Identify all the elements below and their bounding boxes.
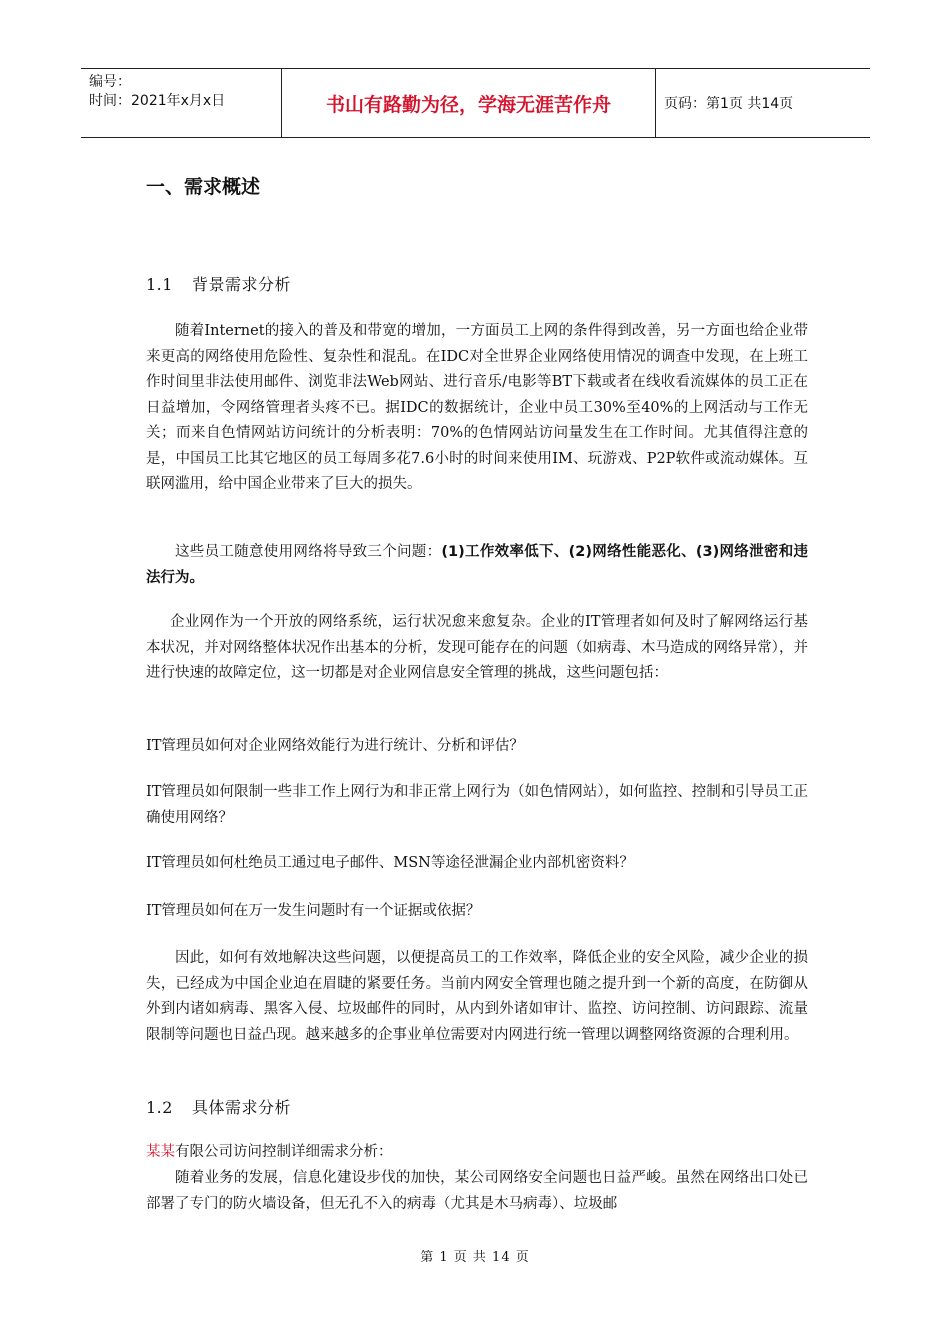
paragraph-enterprise-network: 企业网作为一个开放的网络系统，运行状况愈来愈复杂。企业的IT管理者如何及时了解网络运行基本状况，并对网络整体状况作出基本的分析，发现可能存在的问题（如病毒、木马造成的网络异常），并进行快速的故障定位，这一切都是对企业网信息安全管理的挑战，这些问题包括： [146, 614, 808, 681]
subheading-1-2 [146, 1095, 291, 1118]
paragraph-specific-needs: 随着业务的发展，信息化建设步伐的加快，某公司网络安全问题也日益严峻。虽然在网络出口处已部署了专门的防火墙设备，但无孔不入的病毒（尤其是木马病毒）、垃圾邮 [146, 1170, 808, 1212]
section-title: 一、需求概述 [146, 176, 261, 198]
company-intro-rest: 有限公司访问控制详细需求分析： [175, 1144, 393, 1160]
question-4: IT管理员如何在万一发生问题时有一个证据或依据？ [146, 903, 481, 919]
question-2: IT管理员如何限制一些非工作上网行为和非正常上网行为（如色情网站），如何监控、控制和引导员工正确使用网络？ [146, 784, 808, 826]
page-footer: 第 1 页 共 14 页 [420, 1250, 530, 1265]
company-placeholder: 某某 [146, 1144, 175, 1160]
three-problems-lead: 这些员工随意使用网络将导致三个问题： [175, 544, 442, 560]
header-meta [81, 69, 282, 137]
subheading-1-1 [146, 272, 291, 295]
subheading-title: 具体需求分析 [192, 1098, 292, 1117]
question-3: IT管理员如何杜绝员工通过电子邮件、MSN等途径泄漏企业内部机密资料？ [146, 855, 634, 871]
subheading-title: 背景需求分析 [192, 275, 292, 294]
header-page-label: 页码：第1页 共14页 [664, 96, 794, 112]
paragraph-background: 随着Internet的接入的普及和带宽的增加，一方面员工上网的条件得到改善，另一方面也给企业带来更高的网络使用危险性、复杂性和混乱。在IDC对全世界企业网络使用情况的调查中发现，在上班工作时间里非法使用邮件、浏览非法Web网站、进行音乐/电影等BT下载或者在线收看流媒体的员工正在日益增加，令网络管理者头疼不已。据IDC的数据统计，企业中员工30%至40%的上网活动与工作无关；而来自色情网站访问统计的分析表明：70%的色情网站访问量发生在工作时间。尤其值得注意的是，中国员工比其它地区的员工每周多花7.6小时的时间来使用IM、玩游戏、P2P软件或流动媒体。互联网滥用，给中国企业带来了巨大的损失。 [146, 323, 808, 492]
header-motto: 书山有路勤为径，学海无涯苦作舟 [282, 69, 656, 137]
document-header [81, 68, 870, 138]
question-1: IT管理员如何对企业网络效能行为进行统计、分析和评估？ [146, 738, 524, 754]
three-problems-list: (1)工作效率低下、(2)网络性能恶化、(3)网络泄密和违法行为。 [146, 544, 809, 586]
date-label: 时间：2021年x月x日 [89, 93, 226, 109]
subheading-number: 1.1 [146, 275, 173, 294]
number-label: 编号： [89, 74, 131, 90]
paragraph-company-intro [146, 1140, 808, 1166]
subheading-number: 1.2 [146, 1098, 173, 1117]
paragraph-conclusion: 因此，如何有效地解决这些问题，以便提高员工的工作效率，降低企业的安全风险，减少企业的损失，已经成为中国企业迫在眉睫的紧要任务。当前内网安全管理也随之提升到一个新的高度，在防御从外到内诸如病毒、黑客入侵、垃圾邮件的同时，从内到外诸如审计、监控、访问控制、访问跟踪、流量限制等问题也日益凸现。越来越多的企事业单位需要对内网进行统一管理以调整网络资源的合理利用。 [146, 950, 808, 1043]
paragraph-three-problems [146, 540, 808, 591]
